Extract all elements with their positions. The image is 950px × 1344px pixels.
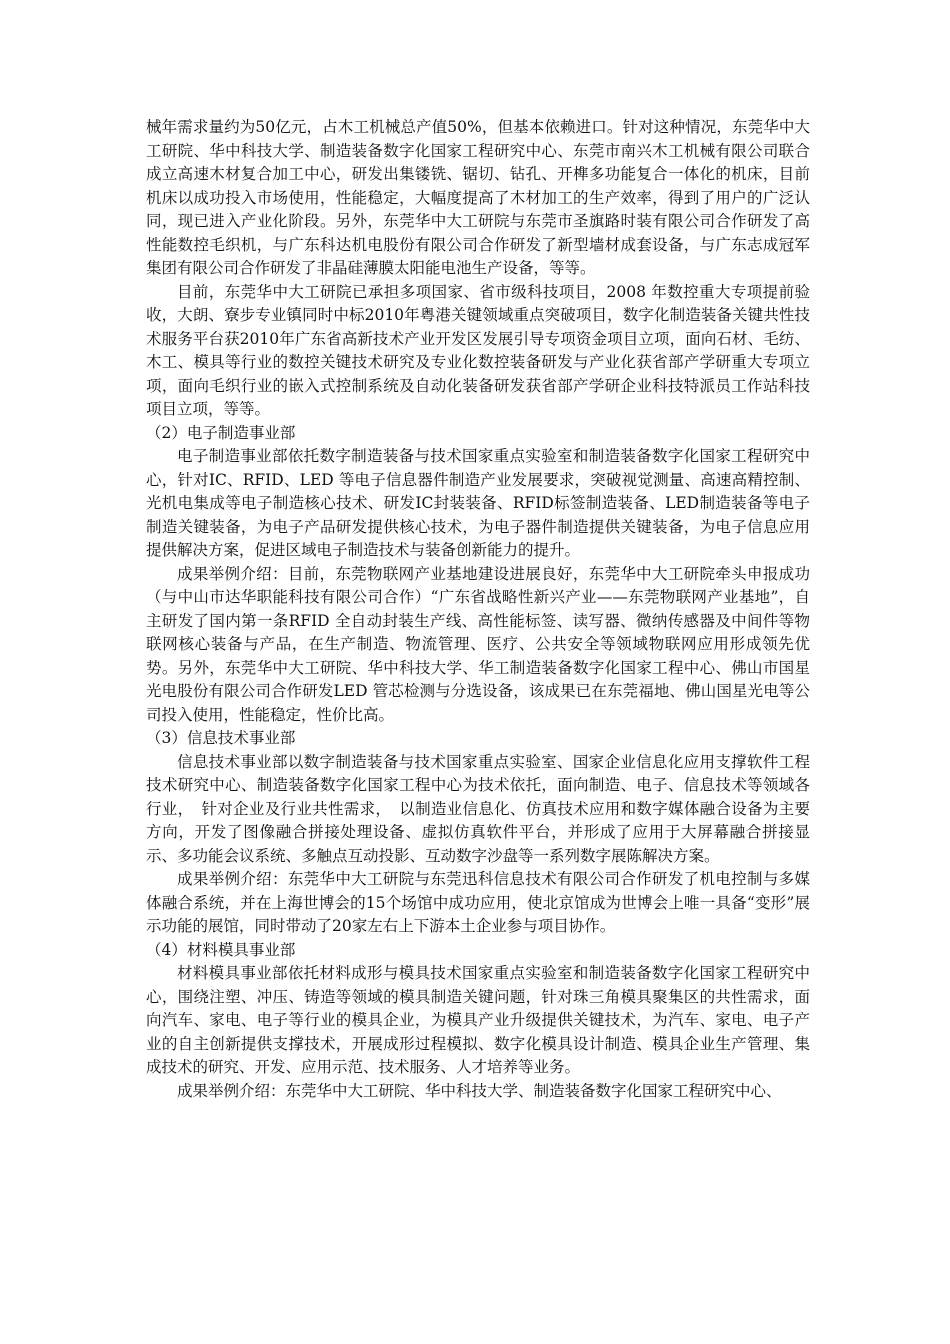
heading-it-division: （3）信息技术事业部: [146, 729, 296, 747]
paragraph-it-intro: 信息技术事业部以数字制造装备与技术国家重点实验室、国家企业信息化应用支撑软件工程技术研究中心、制造装备数字化国家工程中心为技术依托，面向制造、电子、信息技术等领域各行业， 针对企业及行业共性需求， 以制造业信息化、仿真技术应用和数字媒体融合设备为主要方向，开发了图像融合拼接处理设备、虚拟仿真软件平台，并形成了应用于大屏幕融合拼接显示、多功能会议系统、多触点互动投影、互动数字沙盘等一系列数字展陈解决方案。: [146, 752, 810, 865]
paragraph-materials-results: 成果举例介绍：东莞华中大工研院、华中科技大学、制造装备数字化国家工程研究中心、: [177, 1081, 782, 1100]
paragraph-materials-intro: 材料模具事业部依托材料成形与模具技术国家重点实验室和制造装备数字化国家工程研究中心，围绕注塑、冲压、铸造等领域的模具制造关键问题，针对珠三角模具聚集区的共性需求，面向汽车、家电、电子等行业的模具企业，为模具产业升级提供关键技术，为汽车、家电、电子产业的自主创新提供支撑技术，开展成形过程模拟、数字化模具设计制造、模具企业生产管理、集成技术的研究、开发、应用示范、技术服务、人才培养等业务。: [146, 964, 810, 1076]
heading-materials-division: （4）材料模具事业部: [146, 940, 296, 959]
paragraph-it-results: 成果举例介绍：东莞华中大工研院与东莞迅科信息技术有限公司合作研发了机电控制与多媒体融合系统，并在上海世博会的15个场馆中成功应用，使北京馆成为世博会上唯一具备“变形”展示功能的展馆，同时带动了20家左右上下游本土企业参与项目协作。: [146, 870, 810, 935]
heading-electronics-division: （2）电子制造事业部: [146, 423, 296, 442]
paragraph-electronics-results: 成果举例介绍：目前，东莞物联网产业基地建设进展良好，东莞华中大工研院牵头申报成功（与中山市达华职能科技有限公司合作）“广东省战略性新兴产业——东莞物联网产业基地”，自主研发了国内第一条RFID 全自动封装生产线、高性能标签、读写器、微纳传感器及中间件等物联网核心装备与产品，在生产制造、物流管理、医疗、公共安全等领域物联网应用形成领先优势。另外，东莞华中大工研院、华中科技大学、华工制造装备数字化国家工程中心、佛山市国星光电股份有限公司合作研发LED 管芯检测与分选设备，该成果已在东莞福地、佛山国星光电等公司投入使用，性能稳定，性价比高。: [146, 564, 810, 724]
paragraph-woodworking: 械年需求量约为50亿元，占木工机械总产值50%，但基本依赖进口。针对这种情况，东莞华中大工研院、华中科技大学、制造装备数字化国家工程研究中心、东莞市南兴木工机械有限公司联合成立高速木材复合加工中心，研发出集镂铣、锯切、钻孔、开榫多功能复合一体化的机床，目前机床以成功投入市场使用，性能稳定，大幅度提高了木材加工的生产效率，得到了用户的广泛认同，现已进入产业化阶段。另外，东莞华中大工研院与东莞市圣旗路时装有限公司合作研发了高性能数控毛织机，与广东科达机电股份有限公司合作研发了新型墙材成套设备，与广东志成冠军集团有限公司合作研发了非晶硅薄膜太阳能电池生产设备，等等。: [146, 118, 810, 277]
paragraph-electronics-intro: 电子制造事业部依托数字制造装备与技术国家重点实验室和制造装备数字化国家工程研究中心，针对IC、RFID、LED 等电子信息器件制造产业发展要求，突破视觉测量、高速高精控制、光机电集成等电子制造核心技术、研发IC封装装备、RFID标签制造装备、LED制造装备等电子制造关键装备，为电子产品研发提供核心技术，为电子器件制造提供关键装备，为电子信息应用提供解决方案，促进区域电子制造技术与装备创新能力的提升。: [146, 447, 810, 559]
paragraph-projects: 目前，东莞华中大工研院已承担多项国家、省市级科技项目，2008 年数控重大专项提前验收，大朗、寮步专业镇同时中标2010年粤港关键领域重点突破项目，数字化制造装备关键共性技术服务平台获2010年广东省高新技术产业开发区发展引导专项资金项目立项，面向石材、毛纺、木工、模具等行业的数控关键技术研究及专业化数控装备研发与产业化获省部产学研重大专项立项，面向毛织行业的嵌入式控制系统及自动化装备研发获省部产学研企业科技特派员工作站科技项目立项，等等。: [146, 282, 810, 418]
document-body: [146, 116, 810, 1103]
